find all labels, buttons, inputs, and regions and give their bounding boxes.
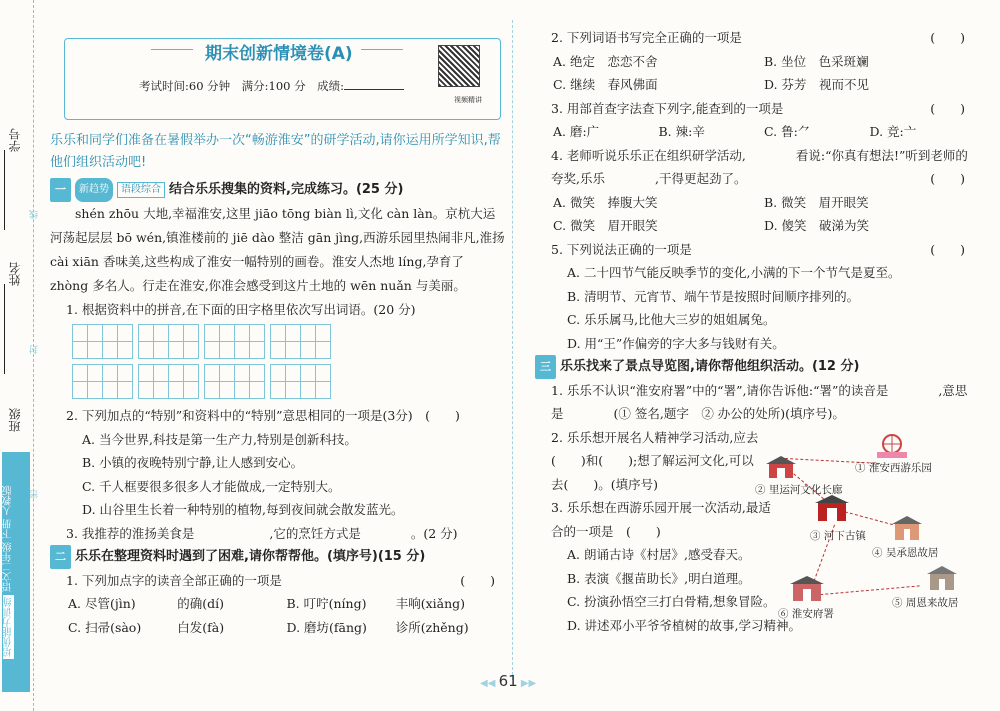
s2-q5-opt-c[interactable]: C. 乐乐属马,比他大三岁的姐姐属兔。 bbox=[567, 312, 776, 327]
tianzige-grid-2[interactable] bbox=[50, 364, 505, 398]
grid-word-1[interactable] bbox=[72, 324, 132, 358]
s2-q5-opt-b[interactable]: B. 清明节、元宵节、端午节是按照时间顺序排列的。 bbox=[567, 288, 860, 304]
s2-q1-options-row1 bbox=[50, 592, 505, 616]
section-3-title: 乐乐找来了景点导览图,请你帮他组织活动。(12 分) bbox=[560, 359, 860, 374]
exam-title: 期末创新情境卷(A) bbox=[205, 44, 353, 64]
s2-q3-opt-d[interactable]: D. 竞:亠 bbox=[869, 124, 917, 139]
s2-q5-opt-a[interactable]: A. 二十四节气能反映季节的变化,小满的下一个节气是夏至。 bbox=[567, 265, 901, 280]
ancient-town-icon[interactable] bbox=[815, 495, 849, 523]
grid-word-3[interactable] bbox=[204, 324, 264, 358]
place-label-6: ⑥ 淮安府署 bbox=[778, 608, 834, 620]
s2-question-4 bbox=[535, 144, 975, 191]
s2-q3-opt-c[interactable]: C. 鲁:⺈ bbox=[764, 124, 811, 139]
s1-q2-option-b[interactable]: B. 小镇的夜晚特别宁静,让人感到安心。 bbox=[82, 455, 304, 470]
s2-q2-options-row1 bbox=[535, 50, 975, 74]
s3-q3-opt-d[interactable]: D. 讲述邓小平爷爷植树的故事,学习精神。 bbox=[567, 617, 801, 633]
student-id-line bbox=[4, 150, 19, 230]
s2-q1-opt-c2: 白发(fà) bbox=[177, 619, 225, 635]
page-prev-icon: ◀◀ bbox=[480, 678, 499, 689]
s2-q1-opt-a2: 的确(dí) bbox=[177, 596, 225, 611]
s1-q2-option-a[interactable]: A. 当今世界,科技是第一生产力,特别是创新科技。 bbox=[82, 431, 357, 447]
grid-word-5[interactable] bbox=[72, 364, 132, 398]
scenic-map bbox=[755, 430, 990, 630]
s1-q2-option-c[interactable]: C. 千人框要很多很多人才能做成,一定特别大。 bbox=[82, 478, 341, 494]
grid-word-6[interactable] bbox=[138, 364, 198, 398]
page-number bbox=[480, 672, 536, 690]
cut-mark-2: 封 bbox=[30, 345, 40, 354]
place-label-2: ② 里运河文化长廊 bbox=[755, 484, 843, 496]
s2-q4-options-row2 bbox=[535, 214, 975, 238]
s1-question-3[interactable]: 3. 我推荐的淮扬美食是 ,它的烹饪方式是 。(2 分) bbox=[66, 525, 458, 541]
s3-question-2[interactable]: 2. 乐乐想开展名人精神学习活动,应去( )和( );想了解运河文化,可以去( )。(填序号) bbox=[551, 429, 759, 492]
page-next-icon: ▶▶ bbox=[517, 678, 537, 689]
cut-mark-1: 线 bbox=[30, 210, 40, 219]
left-column bbox=[50, 32, 505, 639]
cut-line bbox=[33, 0, 34, 711]
s2-q3-opt-a[interactable]: A. 磨:广 bbox=[553, 124, 600, 139]
s2-q2-answer[interactable]: ( ) bbox=[930, 30, 965, 45]
s2-q3-text: 3. 用部首查字法查下列字,能查到的一项是 bbox=[551, 100, 784, 116]
wu-chengen-residence-icon[interactable] bbox=[890, 515, 924, 543]
zhou-enlai-residence-icon[interactable] bbox=[925, 565, 959, 593]
brand-strip bbox=[2, 452, 30, 692]
grid-word-4[interactable] bbox=[270, 324, 330, 358]
s2-q4-opt-d[interactable]: D. 傻笑 破涕为笑 bbox=[764, 218, 870, 233]
type-badge: 语段综合 bbox=[117, 182, 165, 198]
s2-q1-opt-c1[interactable]: C. 扫帚(sào) bbox=[68, 619, 142, 635]
government-office-icon[interactable] bbox=[790, 575, 824, 603]
s2-q1-opt-b1[interactable]: B. 叮咛(níng) bbox=[286, 596, 367, 611]
s2-q5-answer[interactable]: ( ) bbox=[930, 241, 965, 257]
s3-q3-opt-c[interactable]: C. 扮演孙悟空三打白骨精,想象冒险。 bbox=[567, 594, 776, 609]
s2-q1-opt-a1[interactable]: A. 尽管(jìn) bbox=[68, 596, 136, 611]
s1-question-2: 2. 下列加点的“特别”和资料中的“特别”意思相同的一项是(3分) ( ) bbox=[66, 408, 460, 423]
s2-q3-opt-b[interactable]: B. 辣:辛 bbox=[658, 124, 705, 139]
brand-edition: 人教版 bbox=[3, 485, 14, 516]
s2-q4-opt-a[interactable]: A. 微笑 捧腹大笑 bbox=[553, 194, 658, 210]
name-line bbox=[4, 284, 19, 374]
s2-q1-opt-b2: 丰响(xiǎng) bbox=[395, 596, 466, 611]
name-label: 姓名 bbox=[8, 262, 22, 286]
page-divider bbox=[512, 20, 513, 680]
s2-q3-options bbox=[535, 120, 975, 144]
qr-code-icon[interactable] bbox=[438, 45, 480, 87]
exam-header bbox=[64, 38, 501, 120]
s2-question-1 bbox=[50, 569, 505, 593]
place-label-3: ③ 河下古镇 bbox=[810, 530, 866, 542]
s2-q2-opt-c[interactable]: C. 继续 春风佛面 bbox=[553, 77, 658, 92]
s3-q3-opt-b[interactable]: B. 表演《揠苗助长》,明白道理。 bbox=[567, 570, 751, 586]
s2-q4-text[interactable]: 4. 老师听说乐乐正在组织研学活动, 看说:“你真有想法!”听到老师的夸奖,乐乐 ,干得更起劲了。 bbox=[551, 147, 968, 186]
section-3-header bbox=[535, 355, 975, 379]
section-1-number: 一 bbox=[50, 178, 71, 202]
grid-word-7[interactable] bbox=[204, 364, 264, 398]
trend-badge: 新趋势 bbox=[75, 178, 113, 202]
score-blank[interactable] bbox=[344, 89, 404, 90]
s2-q2-text: 2. 下列词语书写完全正确的一项是 bbox=[551, 30, 742, 45]
section-2-number: 二 bbox=[50, 545, 71, 569]
section-3-number: 三 bbox=[535, 355, 556, 379]
section-2-title: 乐乐在整理资料时遇到了困难,请你帮帮他。(填序号)(15 分) bbox=[75, 549, 426, 564]
title-deco-right bbox=[361, 49, 403, 50]
s3-question-3[interactable]: 3. 乐乐想在西游乐园开展一次活动,最适合的一项是 ( ) bbox=[551, 500, 771, 539]
section-2-header bbox=[50, 545, 505, 569]
s2-question-2 bbox=[535, 26, 975, 50]
intro-text: 乐乐和同学们准备在暑假举办一次“畅游淮安”的研学活动,请你运用所学知识,帮他们组织活动吧! bbox=[50, 133, 501, 170]
s2-question-5 bbox=[535, 238, 975, 262]
corridor-icon[interactable] bbox=[764, 454, 798, 482]
s2-q2-options-row2 bbox=[535, 73, 975, 97]
s2-q1-text: 1. 下列加点字的读音全部正确的一项是 bbox=[66, 572, 282, 588]
cut-mark-3: 密 bbox=[30, 490, 40, 499]
grid-word-2[interactable] bbox=[138, 324, 198, 358]
s2-question-3 bbox=[535, 97, 975, 121]
s3-question-1[interactable]: 1. 乐乐不认识“淮安府署”中的“署”,请你告诉他:“署”的读音是 ,意思是 (① 签名,题字 ② 办公的处所)(填序号)。 bbox=[551, 382, 968, 421]
brand-grade: 语文二年级 bbox=[3, 541, 14, 592]
exam-info-text: 考试时间:60 分钟 满分:100 分 成绩: bbox=[139, 79, 345, 93]
s2-q1-opt-d1[interactable]: D. 磨坊(fāng) bbox=[286, 619, 367, 635]
s2-q3-answer[interactable]: ( ) bbox=[930, 100, 965, 116]
s2-q4-opt-c[interactable]: C. 微笑 眉开眼笑 bbox=[553, 218, 658, 233]
place-label-5: ⑤ 周恩来故居 bbox=[892, 597, 959, 609]
s2-q1-options-row2 bbox=[50, 616, 505, 640]
binding-sidebar bbox=[0, 0, 38, 711]
passage: shén zhōu 大地,幸福淮安,这里 jiāo tōng biàn lì,文化 càn làn。京杭大运河荡起层层 bō wén,镇淮楼前的 jiē dào 整洁 gān jìng,西游乐园里热闹非凡,淮扬 cài xiān 香味美,这些构成了淮安一幅特别的画卷。淮安人杰地 líng,孕育了 zhòng 多名人。行走在淮安,你准会感受到这片土地的 wēn nuǎn 与美丽。 bbox=[50, 205, 505, 293]
s2-q1-answer[interactable]: ( ) bbox=[460, 572, 495, 588]
s3-q3-opt-a[interactable]: A. 朗诵古诗《村居》,感受春天。 bbox=[567, 547, 751, 562]
amusement-park-icon[interactable] bbox=[875, 432, 909, 460]
s2-q5-opt-d[interactable]: D. 用“王”作偏旁的字大多与钱财有关。 bbox=[567, 335, 785, 351]
s2-q2-opt-a[interactable]: A. 绝定 恋恋不舍 bbox=[553, 53, 658, 69]
s2-q4-opt-b[interactable]: B. 微笑 眉开眼笑 bbox=[764, 194, 869, 210]
student-id-label: 学号 bbox=[8, 128, 22, 152]
brand-series: 培优能力训练 bbox=[3, 596, 14, 657]
s2-q1-opt-d2: 诊所(zhěng) bbox=[395, 619, 469, 635]
title-deco-left bbox=[151, 49, 193, 50]
s2-q5-text: 5. 下列说法正确的一项是 bbox=[551, 241, 692, 257]
section-1-title: 结合乐乐搜集的资料,完成练习。(25 分) bbox=[169, 182, 404, 197]
s2-q2-opt-b[interactable]: B. 坐位 色采斑斓 bbox=[764, 53, 869, 69]
place-label-4: ④ 吴承恩故居 bbox=[872, 547, 939, 559]
section-1-header bbox=[50, 178, 505, 202]
grid-word-8[interactable] bbox=[270, 364, 330, 398]
s2-q2-opt-d[interactable]: D. 芬芳 视而不见 bbox=[764, 77, 870, 92]
qr-caption: 视频精讲 bbox=[454, 96, 482, 104]
tianzige-grid[interactable] bbox=[50, 324, 505, 358]
exam-info bbox=[139, 75, 404, 99]
s2-q4-answer[interactable]: ( ) bbox=[930, 171, 965, 186]
page-number-text: 61 bbox=[498, 672, 518, 690]
brand-volume: 下册 bbox=[3, 518, 14, 539]
s2-q4-options-row1 bbox=[535, 191, 975, 215]
place-label-1: ① 淮安西游乐园 bbox=[855, 462, 932, 474]
s1-q2-option-d[interactable]: D. 山谷里生长着一种特别的植物,每到夜间就会散发蓝光。 bbox=[82, 502, 404, 517]
class-label: 班级 bbox=[8, 408, 22, 432]
s1-question-1: 1. 根据资料中的拼音,在下面的田字格里依次写出词语。(20 分) bbox=[66, 301, 416, 317]
